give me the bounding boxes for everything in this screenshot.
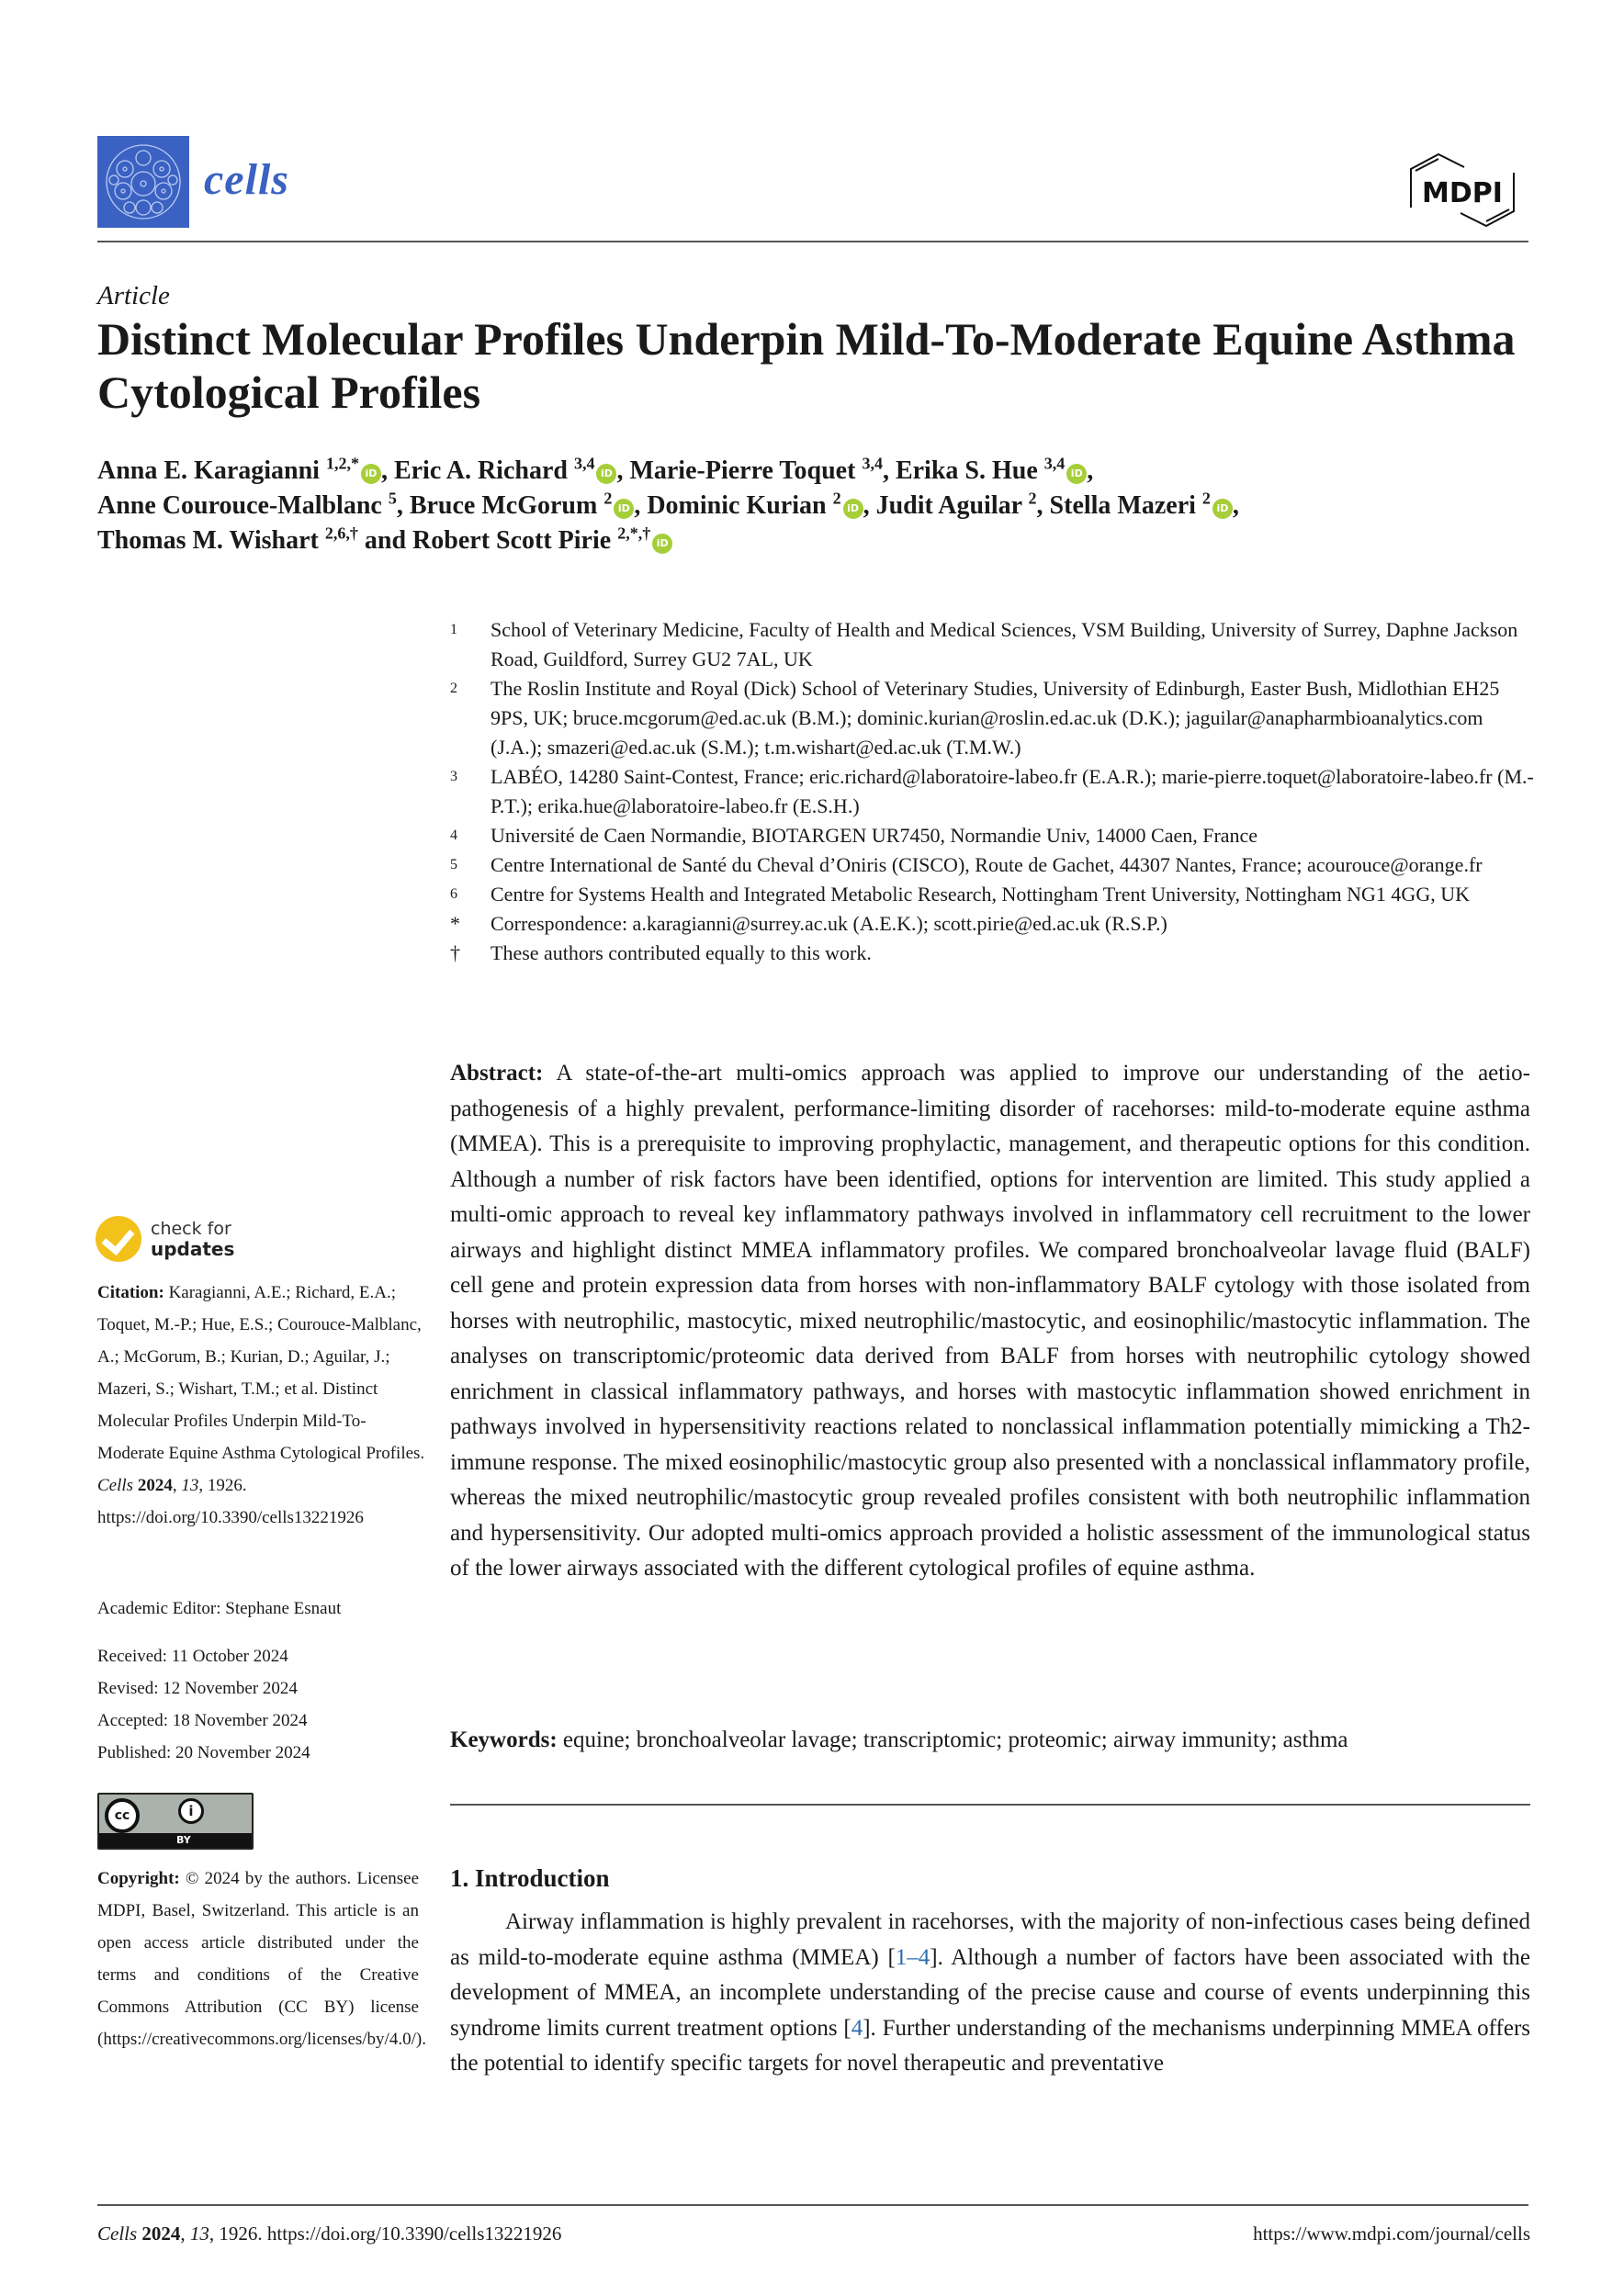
date-published: Published: 20 November 2024 — [97, 1743, 310, 1762]
orcid-icon[interactable]: iD — [843, 499, 863, 519]
citation-text: Karagianni, A.E.; Richard, E.A.; Toquet, M.-P.; Hue, E.S.; Courouce-Malblanc, A.; McGorum, B.; Kurian, D.; Aguilar, J.; Mazeri, S.; Wishart, T.M.; et al. Distinct Molecular Profiles Underpin Mild-To-Moderate Equine Asthma Cytological Profiles. — [97, 1283, 425, 1463]
cell-cluster-icon — [97, 136, 189, 228]
date-received: Received: 11 October 2024 — [97, 1647, 288, 1666]
author-separator: , — [1087, 456, 1094, 485]
author-name: Eric A. Richard — [393, 456, 568, 485]
author-name: Bruce McGorum — [409, 491, 598, 520]
keywords-text: equine; bronchoalveolar lavage; transcriptomic; proteomic; airway immunity; asthma — [562, 1728, 1348, 1752]
author-affiliation-marks: 2 — [1201, 489, 1211, 508]
affiliation-text: The Roslin Institute and Royal (Dick) School of Veterinary Studies, University of Edinburgh, Easter Bush, Midlothian EH25 9PS, UK; bruce.mcgorum@ed.ac.uk (B.M.); dominic.kurian@roslin.ed.ac.uk (D.K.); jaguilar@anapharmbioanalytics.com (J.A.); smazeri@ed.ac.uk (S.M.); t.m.wishart@ed.ac.uk (T.M.W.) — [491, 677, 1500, 759]
author-name: Stella Mazeri — [1049, 491, 1196, 520]
orcid-icon[interactable]: iD — [1212, 499, 1233, 519]
orcid-icon[interactable]: iD — [596, 464, 616, 484]
author-affiliation-marks: 3,4 — [1043, 454, 1066, 473]
citation-label: Citation: — [97, 1283, 164, 1302]
section-heading-introduction: 1. Introduction — [450, 1864, 610, 1892]
affiliation-item — [450, 762, 1534, 821]
affiliation-mark: 4 — [450, 827, 457, 843]
author-separator: , — [396, 491, 410, 520]
author-name: Erika S. Hue — [895, 456, 1038, 485]
footer-year: 2024 — [141, 2223, 181, 2245]
author-separator: , — [1036, 491, 1050, 520]
author-affiliation-marks: 5 — [388, 489, 397, 508]
citation-volume: 13 — [181, 1476, 199, 1495]
cc-by-license-badge[interactable] — [97, 1793, 254, 1850]
affiliation-mark: 2 — [450, 681, 457, 696]
affiliation-mark: 6 — [450, 886, 457, 902]
affiliation-text: LABÉO, 14280 Saint-Contest, France; eric.richard@laboratoire-labeo.fr (E.A.R.); marie-pierre.toquet@laboratoire-labeo.fr (M.-P.T.); erika.hue@laboratoire-labeo.fr (E.S.H.) — [491, 765, 1534, 817]
introduction-paragraph — [450, 1905, 1530, 2082]
author-affiliation-marks: 3,4 — [573, 454, 595, 473]
keywords-label: Keywords: — [450, 1728, 558, 1752]
author-name: Dominic Kurian — [647, 491, 827, 520]
journal-name[interactable]: cells — [204, 155, 289, 204]
author-separator: , — [1232, 491, 1239, 520]
affiliation-text: School of Veterinary Medicine, Faculty of Health and Medical Sciences, VSM Building, University of Surrey, Daphne Jackson Road, Guildford, Surrey GU2 7AL, UK — [491, 618, 1518, 670]
orcid-icon[interactable]: iD — [652, 534, 672, 554]
affiliation-mark: 3 — [450, 769, 457, 784]
affiliation-text: Université de Caen Normandie, BIOTARGEN UR7450, Normandie Univ, 14000 Caen, France — [491, 824, 1258, 847]
keywords — [450, 1723, 1530, 1758]
affiliation-mark: † — [450, 941, 460, 964]
intro-text-2: ]. Although a number of factors have been associated with the development of MMEA, an incomplete understanding of the precise cause and course of events underpinning this syndrome limits current treatment options [ — [450, 1944, 1530, 2041]
author-name: Thomas M. Wishart — [97, 526, 319, 555]
affiliation-text: Correspondence: a.karagianni@surrey.ac.uk (A.E.K.); scott.pirie@ed.ac.uk (R.S.P.) — [491, 912, 1167, 935]
affiliation-mark: 5 — [450, 857, 457, 872]
affiliation-text: Centre International de Santé du Cheval d’Oniris (CISCO), Route de Gachet, 44307 Nantes, France; acourouce@orange.fr — [491, 853, 1483, 876]
affiliation-item — [450, 615, 1534, 674]
author-separator: , — [616, 456, 630, 485]
reference-link-1-4[interactable]: 1–4 — [895, 1944, 930, 1970]
abstract-label: Abstract: — [450, 1061, 544, 1086]
section-divider — [450, 1804, 1530, 1806]
copyright-notice — [97, 1863, 426, 2055]
author-name: Robert Scott Pirie — [412, 526, 612, 555]
academic-editor: Academic Editor: Stephane Esnaut — [97, 1599, 342, 1618]
affiliation-text: These authors contributed equally to this work. — [491, 941, 872, 964]
author-affiliation-marks: 3,4 — [862, 454, 883, 473]
check-for-updates-button[interactable] — [96, 1216, 234, 1262]
affiliation-item — [450, 880, 1534, 909]
affiliation-mark: 1 — [450, 622, 457, 637]
footer-journal: Cells — [97, 2223, 138, 2245]
citation-year: 2024 — [137, 1476, 173, 1495]
license-strip — [99, 1833, 252, 1848]
affiliation-item — [450, 939, 1534, 968]
affiliation-item — [450, 674, 1534, 762]
intro-text-1: Airway inflammation is highly prevalent in racehorses, with the majority of non-infectious cases being defined as mild-to-moderate equine asthma (MMEA) [ — [450, 1909, 1530, 1970]
affiliations — [450, 615, 1534, 968]
citation-doi[interactable]: , 1926. https://doi.org/10.3390/cells13221926 — [97, 1476, 364, 1527]
footer-volume: 13 — [189, 2223, 209, 2245]
author-name: Anna E. Karagianni — [97, 456, 320, 485]
affiliation-item — [450, 850, 1534, 880]
orcid-icon[interactable]: iD — [1066, 464, 1087, 484]
orcid-icon[interactable]: iD — [614, 499, 634, 519]
author-separator: , — [380, 456, 394, 485]
footer-citation: Cells 2024, 13, 1926. https://doi.org/10.3390/cells13221926 — [97, 2223, 562, 2245]
author-name: Marie-Pierre Toquet — [629, 456, 856, 485]
abstract-text: A state-of-the-art multi-omics approach was applied to improve our understanding of the aetio-pathogenesis of a highly prevalent, performance-limiting disorder of racehorses: mild-to-moderate equine asthma (MMEA). This is a prerequisite to improving prophylactic, management, and therapeutic options for this condition. Although a number of risk factors have been identified, options for intervention are limited. This study applied a multi-omic approach to reveal key inflammatory pathways involved in inflammatory cell recruitment to the lower airways and highlight distinct MMEA inflammatory profiles. We compared bronchoalveolar lavage fluid (BALF) cell gene and protein expression data from horses with non-inflammatory BALF cytology with those isolated from horses with neutrophilic, mastocytic, mixed neutrophilic/mastocytic, and eosinophilic/mastocytic inflammation. The analyses on transcriptomic/proteomic data derived from BALF from horses with neutrophilic cytology showed enrichment in classical inflammatory pathways, and horses with mastocytic inflammation showed enrichment in pathways involved in hypersensitivity reactions related to nonclassical inflammation potentially mimicking a Th2-immune response. The mixed eosinophilic/mastocytic group also presented with a nonclassical inflammatory profile, whereas the mixed neutrophilic/mastocytic group revealed profiles consistent with both neutrophilic inflammation and hypersensitivity. Our adopted multi-omics approach provided a holistic assessment of the immunological status of the lower airways associated with the different cytological profiles of equine asthma. — [450, 1061, 1530, 1581]
affiliation-item — [450, 821, 1534, 850]
date-accepted: Accepted: 18 November 2024 — [97, 1711, 308, 1730]
mdpi-logo-text: MDPI — [1422, 177, 1503, 209]
affiliation-text: Centre for Systems Health and Integrated Metabolic Research, Nottingham Trent University, Nottingham NG1 4GG, UK — [491, 883, 1470, 906]
abstract — [450, 1056, 1530, 1587]
check-updates-line1: check for — [151, 1219, 231, 1239]
article-type: Article — [97, 281, 170, 310]
citation-journal: Cells — [97, 1476, 134, 1495]
license-by-label: BY — [176, 1834, 191, 1846]
publication-dates — [97, 1640, 437, 1769]
header-divider — [97, 241, 1528, 242]
affiliation-mark: * — [450, 912, 460, 935]
author-name: Anne Courouce-Malblanc — [97, 491, 382, 520]
author-separator: , — [863, 491, 876, 520]
affiliation-item — [450, 909, 1534, 939]
author-affiliation-marks: 2 — [832, 489, 841, 508]
author-affiliation-marks: 2,6,† — [324, 523, 358, 543]
mdpi-logo[interactable] — [1404, 151, 1521, 230]
page-title: Distinct Molecular Profiles Underpin Mild-To-Moderate Equine Asthma Cytological Profiles — [97, 313, 1516, 418]
footer-doi-link[interactable]: , 1926. https://doi.org/10.3390/cells13221926 — [209, 2223, 562, 2245]
author-affiliation-marks: 2 — [603, 489, 613, 508]
author-affiliation-marks: 2 — [1028, 489, 1037, 508]
intro-text-3: ]. Further understanding of the mechanisms underpinning MMEA offers the potential to identify specific targets for novel therapeutic and preventative — [450, 2015, 1530, 2076]
footer-journal-url[interactable]: https://www.mdpi.com/journal/cells — [1253, 2223, 1530, 2245]
author-separator: , — [634, 491, 648, 520]
copyright-text: © 2024 by the authors. Licensee MDPI, Basel, Switzerland. This article is an open access article distributed under the terms and conditions of the Creative Commons Attribution (CC BY) license (https://creativecommons.org/licenses/by/4.0/). — [97, 1869, 426, 2049]
orcid-icon[interactable]: iD — [361, 464, 381, 484]
check-updates-line2: updates — [151, 1238, 235, 1260]
attribution-person-icon: i — [178, 1798, 204, 1824]
journal-logo — [97, 136, 189, 228]
author-affiliation-marks: 2,*,† — [617, 523, 651, 543]
citation: Citation: Karagianni, A.E.; Richard, E.A.; Toquet, M.-P.; Hue, E.S.; Courouce-Malblanc, A.; McGorum, B.; Kurian, D.; Aguilar, J.; Mazeri, S.; Wishart, T.M.; et al. Distinct Molecular Profiles Underpin Mild-To-Moderate Equine Asthma Cytological Profiles. Cells 2024, 13, 1926. https://doi.org/10.3390/cells13221926 — [97, 1283, 425, 1527]
date-revised: Revised: 12 November 2024 — [97, 1679, 298, 1698]
author-list — [97, 454, 1530, 558]
author-separator: and — [357, 526, 413, 555]
checkmark-icon — [96, 1216, 141, 1262]
author-name: Judit Aguilar — [875, 491, 1022, 520]
reference-link-4[interactable]: 4 — [851, 2015, 863, 2041]
author-affiliation-marks: 1,2,* — [325, 454, 359, 473]
author-separator: , — [882, 456, 896, 485]
copyright-label: Copyright: — [97, 1869, 180, 1888]
creative-commons-icon: cc — [105, 1798, 140, 1833]
footer-divider — [97, 2204, 1528, 2206]
